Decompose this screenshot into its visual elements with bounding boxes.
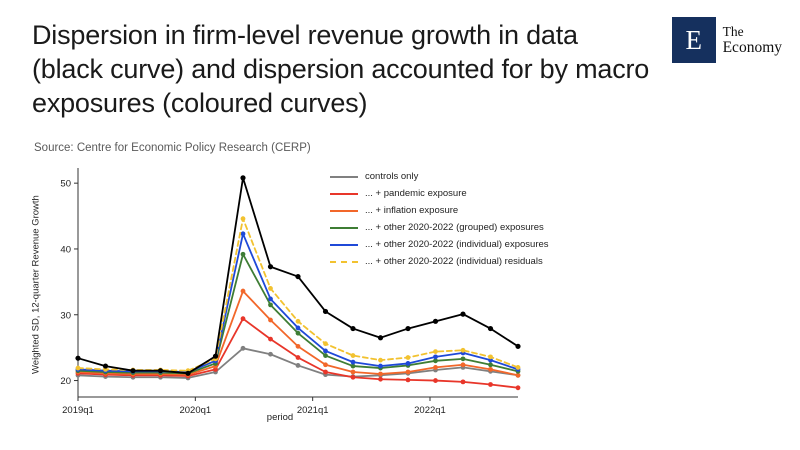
source-caption: Source: Centre for Economic Policy Research (CERP) [34, 142, 311, 154]
logo-line-2: Economy [722, 38, 782, 56]
logo-line-1: The [722, 23, 744, 39]
legend-label: controls only [365, 171, 419, 182]
series-marker [296, 363, 301, 368]
legend-label: ... + inflation exposure [365, 205, 459, 216]
legend-item [330, 168, 630, 185]
series-marker [351, 360, 356, 365]
series-marker [296, 355, 301, 360]
series-marker [268, 302, 273, 307]
series-marker [405, 326, 410, 331]
series-marker [75, 356, 80, 361]
legend-item [330, 236, 630, 253]
x-tick-label: 2021q1 [296, 405, 329, 416]
series-marker [351, 370, 356, 375]
series-marker [461, 379, 466, 384]
series-marker [240, 175, 245, 180]
logo-wordmark [723, 24, 782, 56]
series-marker [433, 349, 438, 354]
logo-mark: E [672, 17, 716, 63]
series-marker [488, 326, 493, 331]
series-marker [460, 312, 465, 317]
series-marker [241, 216, 246, 221]
series-marker [296, 319, 301, 324]
legend-swatch-icon [330, 176, 358, 178]
series-marker [323, 349, 328, 354]
legend-item [330, 202, 630, 219]
series-marker [488, 367, 493, 372]
legend-swatch-icon [330, 244, 358, 246]
x-tick-label: 2022q1 [414, 405, 446, 416]
series-marker [461, 362, 466, 367]
series-marker [433, 319, 438, 324]
chart-container [30, 160, 770, 435]
series-marker [350, 326, 355, 331]
series-marker [488, 354, 493, 359]
series-marker [378, 335, 383, 340]
series-marker [241, 231, 246, 236]
series-marker [295, 274, 300, 279]
series-marker [268, 264, 273, 269]
series-marker [296, 344, 301, 349]
series-marker [378, 364, 383, 369]
series-marker [241, 289, 246, 294]
y-tick-label: 20 [60, 376, 71, 388]
series-marker [378, 377, 383, 382]
series-marker [378, 358, 383, 363]
series-marker [241, 346, 246, 351]
series-marker [213, 354, 218, 359]
y-tick-label: 30 [60, 310, 71, 322]
series-marker [103, 363, 108, 368]
y-tick-label: 50 [60, 178, 71, 190]
series-marker [378, 372, 383, 377]
legend-item [330, 219, 630, 236]
legend-swatch-icon [330, 227, 358, 229]
series-marker [323, 341, 328, 346]
series-marker [406, 377, 411, 382]
legend-label: ... + other 2020-2022 (grouped) exposures [365, 222, 544, 233]
series-marker [488, 362, 493, 367]
series-marker [515, 344, 520, 349]
series-marker [516, 365, 521, 370]
legend-swatch-icon [330, 261, 358, 263]
series-marker [323, 362, 328, 367]
series-marker [296, 326, 301, 331]
series-marker [158, 368, 163, 373]
series-marker [268, 286, 273, 291]
legend-swatch-icon [330, 193, 358, 195]
x-axis-label: period [266, 412, 294, 423]
series-marker [185, 371, 190, 376]
series-marker [433, 365, 438, 370]
series-marker [241, 252, 246, 257]
series-marker [488, 382, 493, 387]
brand-logo [672, 16, 782, 64]
series-marker [406, 370, 411, 375]
series-marker [351, 353, 356, 358]
series-marker [406, 355, 411, 360]
x-tick-label: 2019q1 [62, 405, 94, 416]
series-marker [323, 309, 328, 314]
series-marker [406, 361, 411, 366]
series-marker [268, 352, 273, 357]
y-tick-label: 40 [60, 244, 71, 256]
chart-legend [330, 168, 630, 270]
legend-swatch-icon [330, 210, 358, 212]
series-marker [461, 348, 466, 353]
legend-item [330, 185, 630, 202]
page-title: Dispersion in firm-level revenue growth in data (black curve) and dispersion accounted for by macro exposures (coloured curves) [32, 20, 650, 119]
series-marker [351, 375, 356, 380]
series-marker [268, 318, 273, 323]
series-marker [433, 354, 438, 359]
series-marker [130, 368, 135, 373]
series-marker [268, 297, 273, 302]
series-marker [323, 370, 328, 375]
legend-label: ... + other 2020-2022 (individual) residuals [365, 256, 543, 267]
series-marker [461, 356, 466, 361]
legend-item [330, 253, 630, 270]
legend-label: ... + pandemic exposure [365, 188, 467, 199]
series-marker [241, 316, 246, 321]
series-marker [433, 378, 438, 383]
series-marker [268, 337, 273, 342]
series-marker [76, 366, 81, 371]
series-marker [516, 385, 521, 390]
series-marker [323, 353, 328, 358]
legend-label: ... + other 2020-2022 (individual) exposures [365, 239, 549, 250]
series-marker [296, 331, 301, 336]
x-tick-label: 2020q1 [179, 405, 212, 416]
y-axis-label: Weighted SD, 12-quarter Revenue Growth [30, 195, 42, 375]
